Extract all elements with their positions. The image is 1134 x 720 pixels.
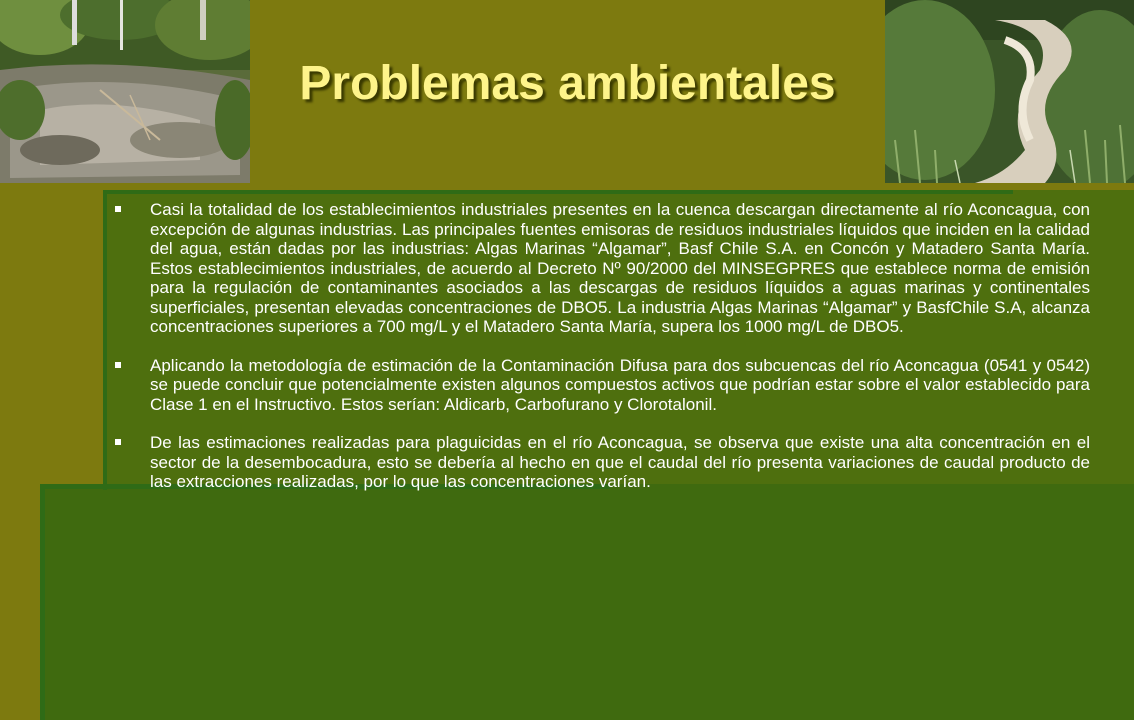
bullet-marker: [115, 362, 121, 368]
slide-title: Problemas ambientales: [299, 57, 836, 110]
list-item: [110, 200, 1090, 337]
content-panel-lower: [40, 484, 1134, 720]
list-item: [110, 356, 1090, 415]
river-photo-left: [0, 0, 250, 183]
bullet-list: [110, 200, 1090, 511]
divider-line: [40, 484, 45, 720]
list-item-text: Aplicando la metodología de estimación de la Contaminación Difusa para dos subcuencas del río Aconcagua (0541 y 0542) se puede concluir que potencialmente existen algunos compuestos activos que podrían estar sobre el valor establecido para Clase 1 en el Instructivo. Estos serían: Aldicarb, Carbofurano y Clorotalonil.: [150, 355, 1090, 414]
list-item: [110, 433, 1090, 492]
river-photo-right: [885, 0, 1134, 183]
bullet-marker: [115, 439, 121, 445]
list-item-text: Casi la totalidad de los establecimientos industriales presentes en la cuenca descargan directamente al río Aconcagua, con excepción de algunas industrias. Las principales fuentes emisoras de residuos industriales líquidos que inciden en la calidad del agua, están dadas por las industrias: Algas Marinas “Algamar”, Basf Chile S.A. en Concón y Matadero Santa María. Estos establecimientos industriales, de acuerdo al Decreto Nº 90/2000 del MINSEGPRES que establece norma de emisión para la regulación de contaminantes asociados a las descargas de residuos líquidos a aguas marinas y continentales superficiales, presentan elevadas concentraciones de DBO5. La industria Algas Marinas “Algamar” y BasfChile S.A, alcanza concentraciones superiores a 700 mg/L y el Matadero Santa María, supera los 1000 mg/L de DBO5.: [150, 200, 1090, 336]
divider-line: [103, 190, 1013, 194]
divider-line: [103, 190, 107, 490]
list-item-text: De las estimaciones realizadas para plaguicidas en el río Aconcagua, se observa que existe una alta concentración en el sector de la desembocadura, esto se debería al hecho en que el caudal del río presenta variaciones de caudal producto de las extracciones realizadas, por lo que las concentraciones varían.: [150, 433, 1090, 491]
bullet-marker: [115, 206, 121, 212]
